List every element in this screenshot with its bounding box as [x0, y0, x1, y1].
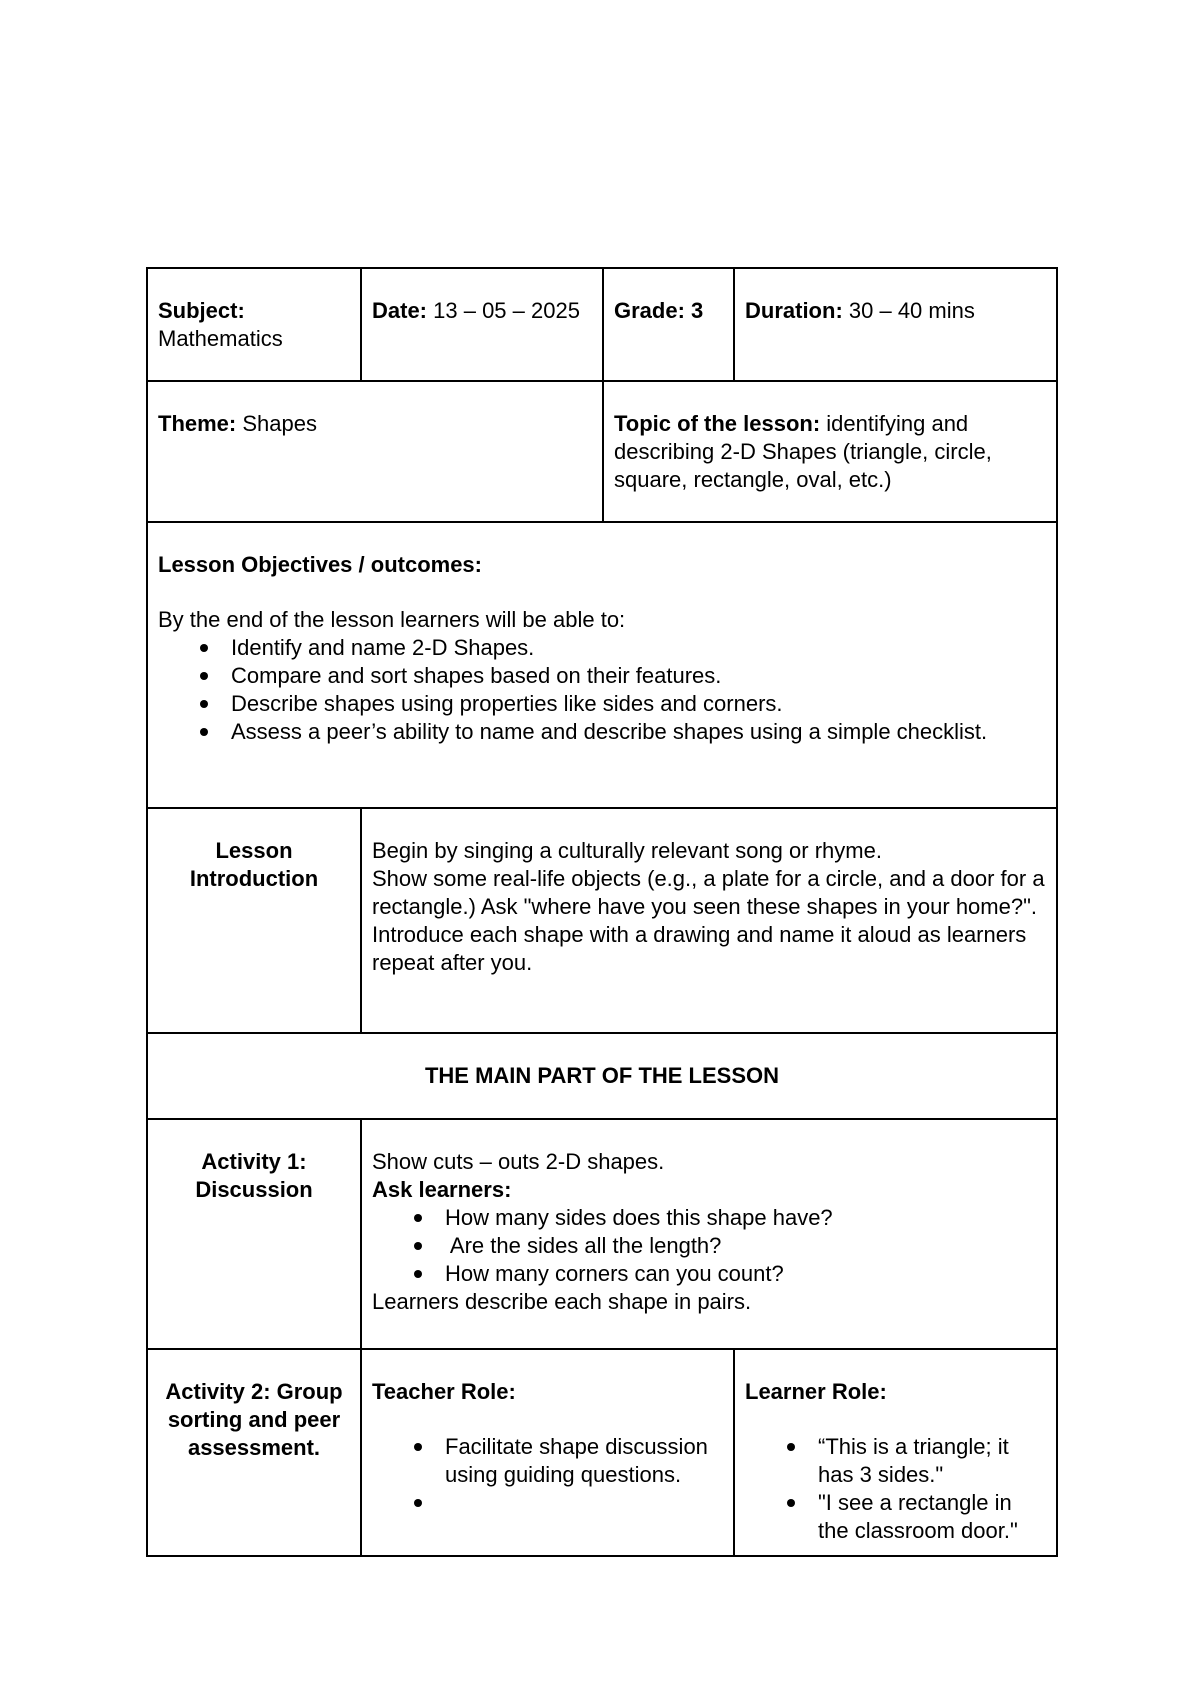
header-row	[147, 268, 1057, 381]
subject-cell	[147, 268, 361, 381]
duration-cell	[734, 268, 1057, 381]
activity2-row	[147, 1349, 1057, 1556]
activity1-cell	[361, 1119, 1057, 1349]
main-part-title: THE MAIN PART OF THE LESSON	[147, 1033, 1057, 1119]
learner-role-item: "I see a rectangle in the classroom door."	[818, 1489, 1046, 1545]
learner-role-cell	[734, 1349, 1057, 1556]
subject-value: Mathematics	[158, 326, 283, 351]
date-cell	[361, 268, 603, 381]
objectives-heading: Lesson Objectives / outcomes:	[158, 552, 482, 577]
ask-learners-label: Ask learners:	[372, 1177, 512, 1202]
objectives-intro: By the end of the lesson learners will be able to:	[158, 607, 626, 632]
question-item: How many sides does this shape have?	[445, 1204, 1046, 1232]
introduction-label: Lesson Introduction	[147, 808, 361, 1033]
teacher-role-heading: Teacher Role:	[372, 1379, 516, 1404]
theme-value: Shapes	[242, 411, 317, 436]
grade-cell	[603, 268, 734, 381]
learner-role-list	[745, 1433, 1046, 1545]
topic-value: identifying and describing 2-D Shapes (triangle, circle, square, rectangle, oval, etc.)	[614, 411, 992, 492]
learner-role-heading: Learner Role:	[745, 1379, 887, 1404]
activity2-label: Activity 2: Group sorting and peer assessment.	[147, 1349, 361, 1556]
activity1-label: Activity 1: Discussion	[147, 1119, 361, 1349]
question-item: How many corners can you count?	[445, 1260, 1046, 1288]
topic-cell	[603, 381, 1057, 522]
theme-cell	[147, 381, 603, 522]
subject-label: Subject:	[158, 298, 245, 323]
introduction-row	[147, 808, 1057, 1033]
theme-label: Theme:	[158, 411, 237, 436]
activity1-closing: Learners describe each shape in pairs.	[372, 1289, 752, 1314]
activity1-row	[147, 1119, 1057, 1349]
objectives-row	[147, 522, 1057, 808]
lesson-plan-table	[146, 267, 1058, 1557]
grade-label: Grade: 3	[614, 298, 704, 323]
theme-row	[147, 381, 1057, 522]
date-label: Date:	[372, 298, 428, 323]
objective-item: Assess a peer’s ability to name and describe shapes using a simple checklist.	[231, 718, 1046, 746]
objective-item: Describe shapes using properties like sides and corners.	[231, 690, 1046, 718]
activity1-questions	[372, 1204, 1046, 1288]
introduction-line: Show some real-life objects (e.g., a plate for a circle, and a door for a rectangle.) Ask "where have you seen these shapes in your home?".	[372, 866, 1045, 919]
teacher-role-item: Facilitate shape discussion using guiding questions.	[445, 1433, 723, 1489]
teacher-role-cell	[361, 1349, 734, 1556]
objective-item: Identify and name 2-D Shapes.	[231, 634, 1046, 662]
duration-label: Duration:	[745, 298, 843, 323]
introduction-cell	[361, 808, 1057, 1033]
introduction-line: Introduce each shape with a drawing and name it aloud as learners repeat after you.	[372, 922, 1027, 975]
objectives-list	[158, 634, 1046, 746]
date-value: 13 – 05 – 2025	[433, 298, 580, 323]
main-part-row	[147, 1033, 1057, 1119]
teacher-role-list	[372, 1433, 723, 1517]
learner-role-item: “This is a triangle; it has 3 sides."	[818, 1433, 1046, 1489]
topic-label: Topic of the lesson:	[614, 411, 821, 436]
objective-item: Compare and sort shapes based on their features.	[231, 662, 1046, 690]
duration-value: 30 – 40 mins	[848, 298, 975, 323]
teacher-role-item	[445, 1489, 723, 1517]
question-item: Are the sides all the length?	[445, 1232, 1046, 1260]
activity1-line: Show cuts – outs 2-D shapes.	[372, 1149, 665, 1174]
objectives-cell	[147, 522, 1057, 808]
introduction-line: Begin by singing a culturally relevant song or rhyme.	[372, 838, 882, 863]
